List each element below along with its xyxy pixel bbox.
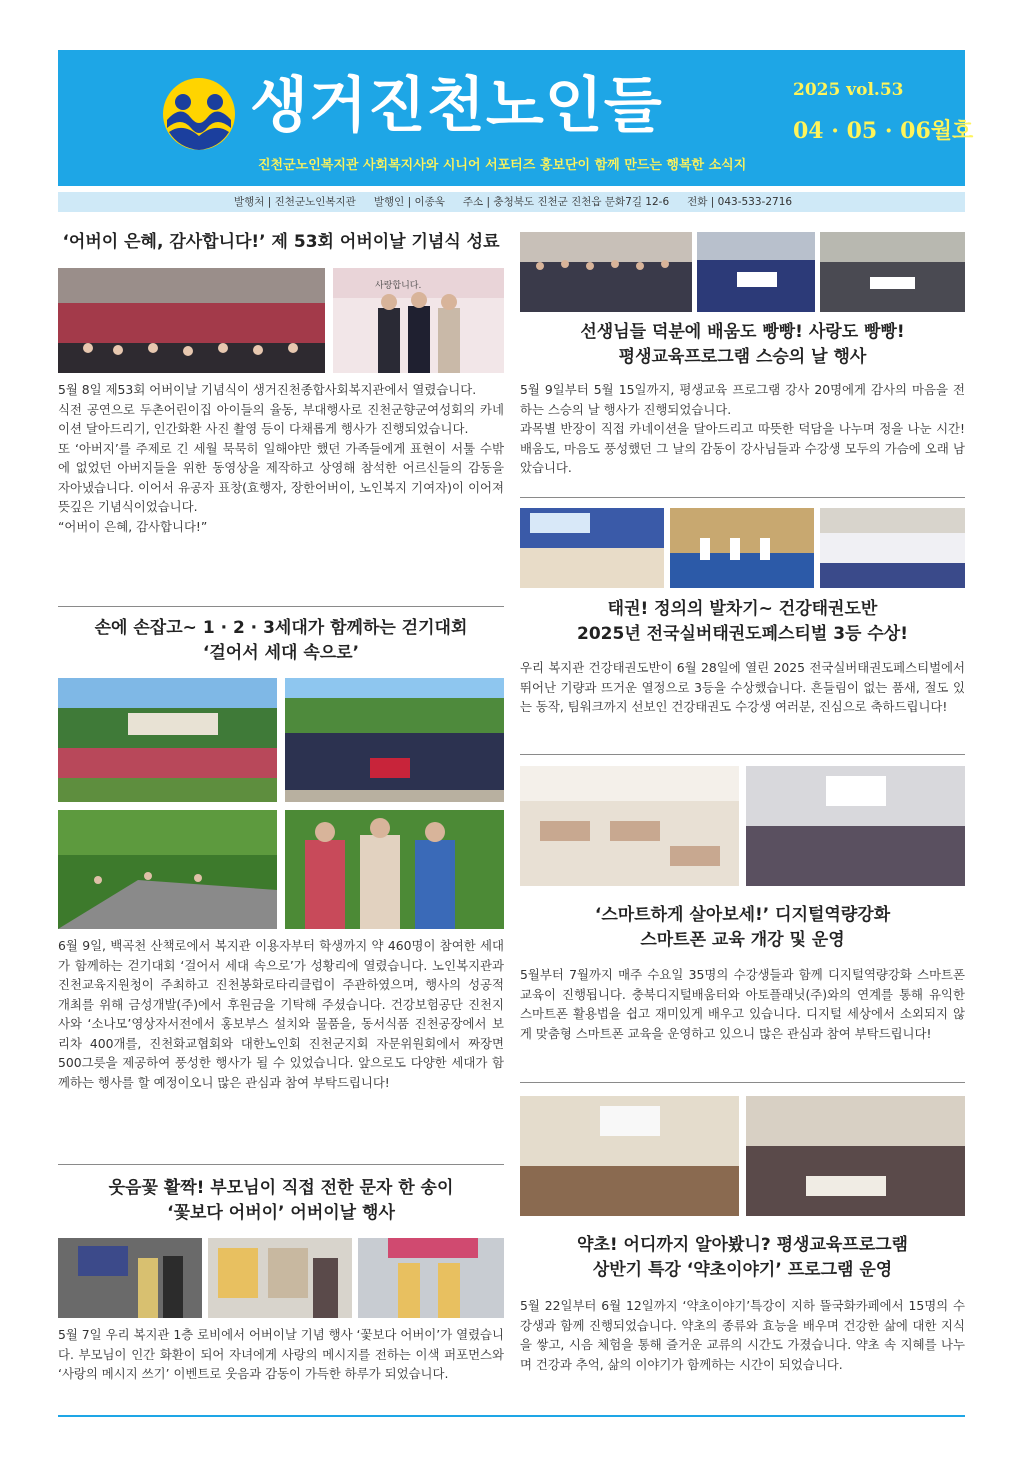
publisher-info-bar: 발행처 | 진천군노인복지관 발행인 | 이종욱 주소 | 충청북도 진천군 진천읍 문화7길 12-6 전화 | 043-533-2716 xyxy=(58,192,965,212)
issuer-value: 이종욱 xyxy=(414,196,445,208)
photo-taekwondo-arena xyxy=(670,508,814,588)
masthead-title: 생거진천노인들 xyxy=(250,71,663,141)
article-body: 5월 22일부터 6월 12일까지 ‘약초이야기’특강이 지하 뜰국화카페에서 15명의 수강생과 함께 진행되었습니다. 약초의 종류와 효능을 배우며 건강한 삶에 대한 지식을 쌓고, 시음 체험을 통해 즐거운 교류의 시간도 가졌습니다. 약초 속 지혜를 나누며 건강과 추억, 삶의 이야기가 함께하는 시간이 되었습니다. xyxy=(520,1298,965,1372)
photo-smartphone-class-2 xyxy=(746,766,965,886)
article-body: 우리 복지관 건강태권도반이 6월 28일에 열린 2025 전국실버태권도페스티벌에서 뛰어난 기량과 뜨거운 열정으로 3등을 수상했습니다. 흔들림이 없는 품새, 절도 있는 동작, 팀워크까지 선보인 건강태권도 수강생 여러분, 진심으로 축하드립니다! xyxy=(520,660,965,714)
phone-value: 043-533-2716 xyxy=(717,196,793,208)
article-headline: 손에 손잡고~ 1 · 2 · 3세대가 함께하는 걷기대회 ‘걸어서 세대 속으로’ xyxy=(94,618,468,663)
publisher-label: 발행처 xyxy=(234,196,265,208)
issuer-label: 발행인 xyxy=(373,196,405,208)
divider xyxy=(520,1082,965,1083)
photo-ceremony-audience xyxy=(58,268,325,373)
divider xyxy=(58,606,504,607)
article-body: 5월 7일 우리 복지관 1층 로비에서 어버이날 기념 행사 ‘꽃보다 어버이’가 열렸습니다. 부모님이 인간 화환이 되어 자녀에게 사랑의 메시지를 전하는 이색 퍼포먼스와 ‘사랑의 메시지 쓰기’ 이벤트로 웃음과 감동이 가득한 하루가 되었습니다. xyxy=(58,1327,504,1381)
publisher-value: 진천군노인복지관 xyxy=(274,196,356,208)
photo-walking-group xyxy=(58,678,277,802)
divider xyxy=(520,754,965,755)
photo-taekwondo-award xyxy=(520,508,664,588)
photo-teachers-day-3 xyxy=(820,232,965,312)
photo-walking-path xyxy=(58,810,277,929)
article-body: 5월 8일 제53회 어버이날 기념식이 생거진천종합사회복지관에서 열렸습니다. 식전 공연으로 두촌어린이집 아이들의 율동, 부대행사로 진천군향군여성회의 카네이션 달아드리기, 인간화환 사진 촬영 등이 다채롭게 행사가 진행되었습니다. 또 ‘아버지’를 주제로 긴 세월 묵묵히 일해야만 했던 가족들에게 표현이 서툴 수밖에 없었던 아버지들을 위한 동영상을 제작하고 상영해 참석한 어르신들의 감동을 자아냈습니다. 이어서 유공자 표창(효행자, 장한어버이, 노인복지 기여자)이 이어져 뜻깊은 기념식이었습니다. “어버이 은혜, 감사합니다!” xyxy=(58,382,504,534)
masthead-tagline: 진천군노인복지관 사회복지사와 시니어 서포터즈 홍보단이 함께 만드는 행복한 소식지 xyxy=(258,158,747,173)
masthead xyxy=(58,50,974,186)
photo-herb-class-2 xyxy=(746,1096,965,1216)
address-value: 충청북도 진천군 진천읍 문화7길 12-6 xyxy=(493,196,670,208)
article-headline: 약초! 어디까지 알아봤니? 평생교육프로그램 상반기 특강 ‘약초이야기’ 프로그램 운영 xyxy=(577,1235,908,1280)
logo-icon xyxy=(161,76,237,152)
volume-label: 2025 vol.53 xyxy=(793,80,904,100)
photo-teachers-day-1 xyxy=(520,232,692,312)
phone-label: 전화 xyxy=(687,196,708,208)
divider xyxy=(520,497,965,498)
photo-taekwondo-team xyxy=(820,508,965,588)
issue-label: 04 · 05 · 06월호 xyxy=(793,118,974,144)
photo-lobby-event xyxy=(58,1238,202,1318)
article-headline: 태권! 정의의 발차기~ 건강태권도반 2025년 전국실버태권도페스티벌 3등 수상! xyxy=(577,599,908,644)
footer-rule xyxy=(58,1415,965,1417)
article-body: 5월 9일부터 5월 15일까지, 평생교육 프로그램 강사 20명에게 감사의 마음을 전하는 스승의 날 행사가 진행되었습니다. 과목별 반장이 직접 카네이션을 달아드리고 따뜻한 덕담을 나누며 정을 나눈 시간! 배움도, 마음도 풍성했던 그 날의 감동이 강사님들과 수강생 모두의 가슴에 오래 남았습니다. xyxy=(520,382,965,475)
article-headline: ‘어버이 은혜, 감사합니다!’ 제 53회 어버이날 기념식 성료 xyxy=(62,232,500,252)
photo-message-board xyxy=(208,1238,352,1318)
photo-participants-closeup xyxy=(285,810,504,929)
article-headline: ‘스마트하게 살아보세!’ 디지털역량강화 스마트폰 교육 개강 및 운영 xyxy=(594,905,891,950)
photo-teachers-day-2 xyxy=(697,232,815,312)
article-headline: 선생님들 덕분에 배움도 빵빵! 사랑도 빵빵! 평생교육프로그램 스승의 날 행사 xyxy=(580,322,905,367)
article-headline: 웃음꽃 활짝! 부모님이 직접 전한 문자 한 송이 ‘꽃보다 어버이’ 어버이날 행사 xyxy=(108,1178,454,1223)
photo-herb-class-1 xyxy=(520,1096,739,1216)
address-label: 주소 xyxy=(462,196,484,208)
article-body: 6월 9일, 백곡천 산책로에서 복지관 이용자부터 학생까지 약 460명이 참여한 세대가 함께하는 걷기대회 ‘걸어서 세대 속으로’가 성황리에 열렸습니다. 노인복지관과 진천교육지원청이 주최하고 진천봉화로타리클럽이 주관하였으며, 행사의 성공적 개최를 위해 금성개발(주)에서 후원금을 기탁해 주셨습니다. 건강보험공단 진천지사와 ‘소나모’영상자서전에서 홍보부스 설치와 물품을, 동서식품 진천공장에서 보리차 400개를, 진천화교협회와 대한노인회 진천군지회 자문위원회에서 짜장면 500그릇을 제공하여 풍성한 행사가 될 수 있었습니다. 앞으로도 다양한 세대가 함께하는 행사를 할 예정이오니 많은 관심과 참여 부탁드립니다! xyxy=(58,938,504,1090)
article-body: 5월부터 7월까지 매주 수요일 35명의 수강생들과 함께 디지털역량강화 스마트폰 교육이 진행됩니다. 충북디지털배움터와 아토플래닛(주)와의 연계를 통해 유익한 스마트폰 활용법을 쉽고 재미있게 배우고 있습니다. 디지털 세상에서 소외되지 않게 맞춤형 스마트폰 교육을 운영하고 있으니 많은 관심과 참여 부탁드립니다! xyxy=(520,967,965,1041)
photo-group-banner xyxy=(285,678,504,802)
photo-award-recipients: 사랑합니다. xyxy=(333,268,504,373)
photo-human-wreath xyxy=(358,1238,504,1318)
photo-smartphone-class-1 xyxy=(520,766,739,886)
divider xyxy=(58,1164,504,1165)
